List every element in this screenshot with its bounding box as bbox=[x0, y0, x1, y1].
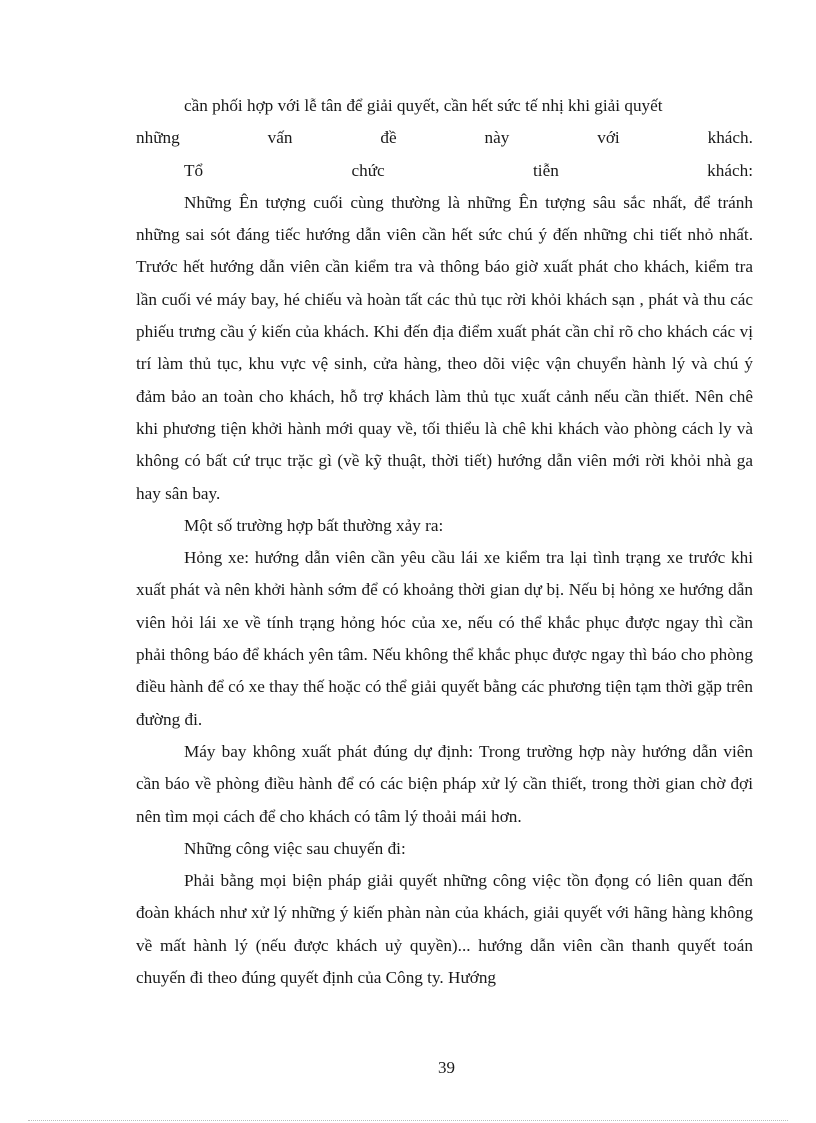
justified-line-closing bbox=[136, 122, 753, 154]
section-heading-farewell bbox=[136, 155, 753, 187]
word: Tổ bbox=[184, 160, 204, 180]
paragraph-continuation: cần phối hợp với lễ tân để giải quyết, cần hết sức tế nhị khi giải quyết bbox=[184, 96, 663, 115]
footer-dotted-rule bbox=[28, 1120, 788, 1121]
page-number: 39 bbox=[438, 1058, 455, 1077]
section-heading-incidents: Một số trường hợp bất thường xảy ra: bbox=[184, 515, 444, 535]
word: tiễn bbox=[533, 160, 559, 180]
section-heading-post-trip: Những công việc sau chuyến đi: bbox=[184, 838, 406, 858]
page-body bbox=[136, 90, 753, 994]
paragraph-vehicle-breakdown: Hỏng xe: hướng dẫn viên cần yêu cầu lái xe kiểm tra lại tình trạng xe trước khi xuất phát và nên khởi hành sớm để có khoảng thời gian dự bị. Nếu bị hỏng xe hướng dẫn viên hỏi lái xe về tính trạng hỏng hóc của xe, nếu có thể khắc phục được ngay thì cần phải thông báo để khách yên tâm. Nếu không thể khắc phục được ngay thì báo cho phòng điều hành để có xe thay thế hoặc có thể giải quyết bằng các phương tiện tạm thời gặp trên đường đi. bbox=[136, 548, 753, 729]
word: khách. bbox=[707, 128, 753, 148]
word: với bbox=[597, 128, 620, 148]
paragraph-flight-delay: Máy bay không xuất phát đúng dự định: Trong trường hợp này hướng dẫn viên cần báo về phòng điều hành để có các biện pháp xử lý cần thiết, trong thời gian chờ đợi nên tìm mọi cách để cho khách có tâm lý thoải mái hơn. bbox=[136, 741, 753, 826]
word: đề bbox=[380, 128, 397, 148]
paragraph-post-trip: Phải bằng mọi biện pháp giải quyết những công việc tồn đọng có liên quan đến đoàn khách như xử lý những ý kiến phàn nàn của khách, giải quyết với hãng hàng không về mất hành lý (nếu được khách uỷ quyền)... hướng dẫn viên cần thanh quyết toán chuyến đi theo đúng quyết định của Công ty. Hướng bbox=[136, 871, 753, 988]
word: vấn bbox=[267, 128, 293, 148]
word: chức bbox=[351, 160, 385, 180]
paragraph-farewell: Những Ên tượng cuối cùng thường là những Ên tượng sâu sắc nhất, để tránh những sai sót đáng tiếc hướng dẫn viên cần hết sức chú ý đến những chi tiết nhỏ nhất. Trước hết hướng dẫn viên cần kiểm tra và thông báo giờ xuất phát cho khách, kiểm tra lần cuối vé máy bay, hé chiếu và hoàn tất các thủ tục rời khỏi khách sạn , phát và thu các phiếu trưng cầu ý kiến của khách. Khi đến địa điểm xuất phát cần chỉ rõ cho khách các vị trí làm thủ tục, khu vực vệ sinh, cửa hàng, theo dõi việc vận chuyển hành lý và chú ý đảm bảo an toàn cho khách, hỗ trợ khách làm thủ tục xuất cảnh nếu cần thiết. Nên chê khi phương tiện khởi hành mới quay về, tối thiểu là chê khi khách vào phòng cách ly và không có bất cứ trục trặc gì (về kỹ thuật, thời tiết) hướng dẫn viên mới rời khỏi nhà ga hay sân bay. bbox=[136, 192, 753, 503]
word: khách: bbox=[707, 160, 753, 180]
word: này bbox=[484, 128, 510, 148]
word: những bbox=[136, 128, 180, 148]
